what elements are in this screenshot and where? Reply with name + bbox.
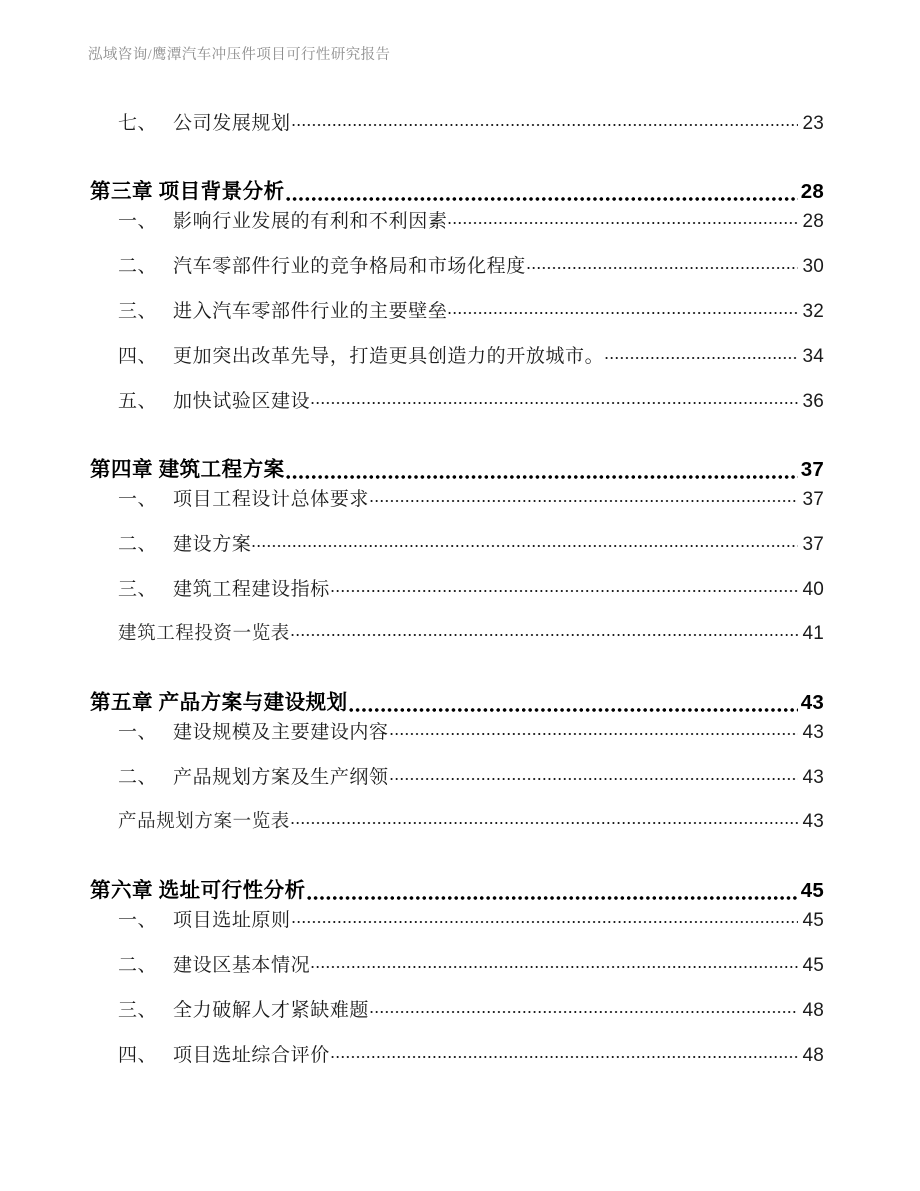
toc-entry-title: 建设规模及主要建设内容: [173, 722, 389, 743]
dot-leader: [369, 486, 798, 505]
toc-entry-chapter[interactable]: [0, 852, 920, 905]
toc-entry-title: 进入汽车零部件行业的主要壁垒: [173, 301, 448, 322]
dot-leader: [389, 764, 798, 783]
running-header: 泓域咨询/鹰潭汽车冲压件项目可行性研究报告: [88, 47, 391, 63]
dot-leader: [310, 388, 798, 407]
toc-entry-title: 影响行业发展的有利和不利因素: [173, 211, 448, 232]
toc-entry-title: 建筑工程建设指标: [173, 579, 330, 600]
toc-entry-item[interactable]: [0, 574, 920, 619]
toc-entry-item[interactable]: [0, 296, 920, 341]
toc-entry-page-number: 43: [802, 767, 824, 788]
toc-entry-page-number: 41: [802, 623, 824, 644]
dot-leader: [251, 531, 798, 550]
toc-entry-page-number: 48: [802, 1045, 824, 1066]
toc-entry-item[interactable]: [0, 995, 920, 1040]
toc-entry-title: 第三章 项目背景分析: [90, 181, 285, 203]
toc-entry-title: 产品规划方案及生产纲领: [173, 767, 389, 788]
toc-entry-item[interactable]: [0, 206, 920, 251]
toc-entry-page-number: 43: [802, 811, 824, 832]
toc-entry-title: 项目工程设计总体要求: [173, 489, 370, 510]
toc-entry-page-number: 32: [802, 301, 824, 322]
toc-entry-item[interactable]: [0, 386, 920, 431]
toc-entry-page-number: 36: [802, 391, 824, 412]
toc-entry-page-number: 37: [802, 534, 824, 555]
toc-entry-title: 第六章 选址可行性分析: [90, 880, 306, 902]
toc-entry-title: 建设区基本情况: [173, 955, 311, 976]
dot-leader: [447, 298, 798, 317]
toc-entry-number: 五、: [118, 391, 158, 412]
dot-leader: [285, 461, 798, 482]
toc-entry-page-number: 28: [800, 180, 824, 203]
toc-entry-page-number: 45: [802, 910, 824, 931]
toc-entry-page-number: 34: [802, 346, 824, 367]
toc-entry-number: 四、: [118, 1045, 158, 1066]
toc-entry-number: 一、: [118, 910, 158, 931]
toc-entry-title: 项目选址综合评价: [173, 1045, 330, 1066]
dot-leader: [330, 576, 798, 595]
toc-entry-table-entry[interactable]: [0, 807, 920, 852]
toc-entry-number: 一、: [118, 211, 158, 232]
toc-entry-item[interactable]: [0, 484, 920, 529]
toc-entry-title: 全力破解人才紧缺难题: [173, 1000, 370, 1021]
toc-entry-title: 建设方案: [173, 534, 252, 555]
toc-entry-page-number: 43: [802, 722, 824, 743]
toc-entry-page-number: 45: [802, 955, 824, 976]
toc-entry-chapter[interactable]: [0, 664, 920, 717]
toc-entry-chapter[interactable]: [0, 431, 920, 484]
toc-entry-item[interactable]: [0, 717, 920, 762]
toc-entry-page-number: 43: [800, 691, 824, 714]
dot-leader: [285, 183, 798, 204]
toc-entry-title: 项目选址原则: [173, 910, 291, 931]
dot-leader: [348, 694, 798, 715]
toc-entry-item[interactable]: [0, 341, 920, 386]
toc-entry-item[interactable]: [0, 762, 920, 807]
dot-leader: [290, 808, 798, 827]
dot-leader: [291, 907, 798, 926]
toc-entry-item[interactable]: [0, 251, 920, 296]
toc-entry-number: 三、: [118, 1000, 158, 1021]
toc-entry-page-number: 37: [800, 458, 824, 481]
toc-entry-title: 建筑工程投资一览表: [118, 624, 290, 644]
toc-entry-table-entry[interactable]: [0, 619, 920, 664]
toc-entry-number: 三、: [118, 301, 158, 322]
toc-entry-number: 一、: [118, 489, 158, 510]
toc-entry-number: 二、: [118, 534, 158, 555]
toc-entry-page-number: 40: [802, 579, 824, 600]
toc-entry-number: 七、: [118, 113, 158, 134]
toc-entry-page-number: 48: [802, 1000, 824, 1021]
dot-leader: [290, 620, 798, 639]
toc-entry-number: 四、: [118, 346, 158, 367]
toc-entry-number: 一、: [118, 722, 158, 743]
toc-entry-item[interactable]: [0, 529, 920, 574]
toc-entry-title: 第四章 建筑工程方案: [90, 459, 285, 481]
toc-entry-number: 三、: [118, 579, 158, 600]
toc-entry-title: 产品规划方案一览表: [118, 812, 290, 832]
dot-leader: [447, 208, 798, 227]
dot-leader: [604, 343, 798, 362]
toc-entry-page-number: 37: [802, 489, 824, 510]
toc-entry-title: 公司发展规划: [173, 113, 291, 134]
toc-entry-number: 二、: [118, 256, 158, 277]
toc-entry-page-number: 23: [802, 113, 824, 134]
dot-leader: [310, 952, 798, 971]
toc-entry-page-number: 28: [802, 211, 824, 232]
toc-entry-page-number: 30: [802, 256, 824, 277]
toc-entry-title: 第五章 产品方案与建设规划: [90, 692, 348, 714]
toc-entry-item[interactable]: [0, 950, 920, 995]
toc-entry-number: 二、: [118, 767, 158, 788]
toc-entry-title: 加快试验区建设: [173, 391, 311, 412]
toc-entry-item[interactable]: [0, 108, 920, 153]
dot-leader: [291, 110, 798, 129]
table-of-contents: [0, 108, 920, 1085]
dot-leader: [389, 719, 798, 738]
toc-entry-page-number: 45: [800, 879, 824, 902]
dot-leader: [369, 997, 798, 1016]
toc-entry-title: 更加突出改革先导，打造更具创造力的开放城市。: [173, 346, 605, 367]
toc-entry-title: 汽车零部件行业的竞争格局和市场化程度: [173, 256, 526, 277]
dot-leader: [330, 1042, 798, 1061]
toc-entry-item[interactable]: [0, 1040, 920, 1085]
dot-leader: [526, 253, 798, 272]
toc-entry-chapter[interactable]: [0, 153, 920, 206]
dot-leader: [306, 882, 798, 903]
toc-entry-item[interactable]: [0, 905, 920, 950]
toc-entry-number: 二、: [118, 955, 158, 976]
